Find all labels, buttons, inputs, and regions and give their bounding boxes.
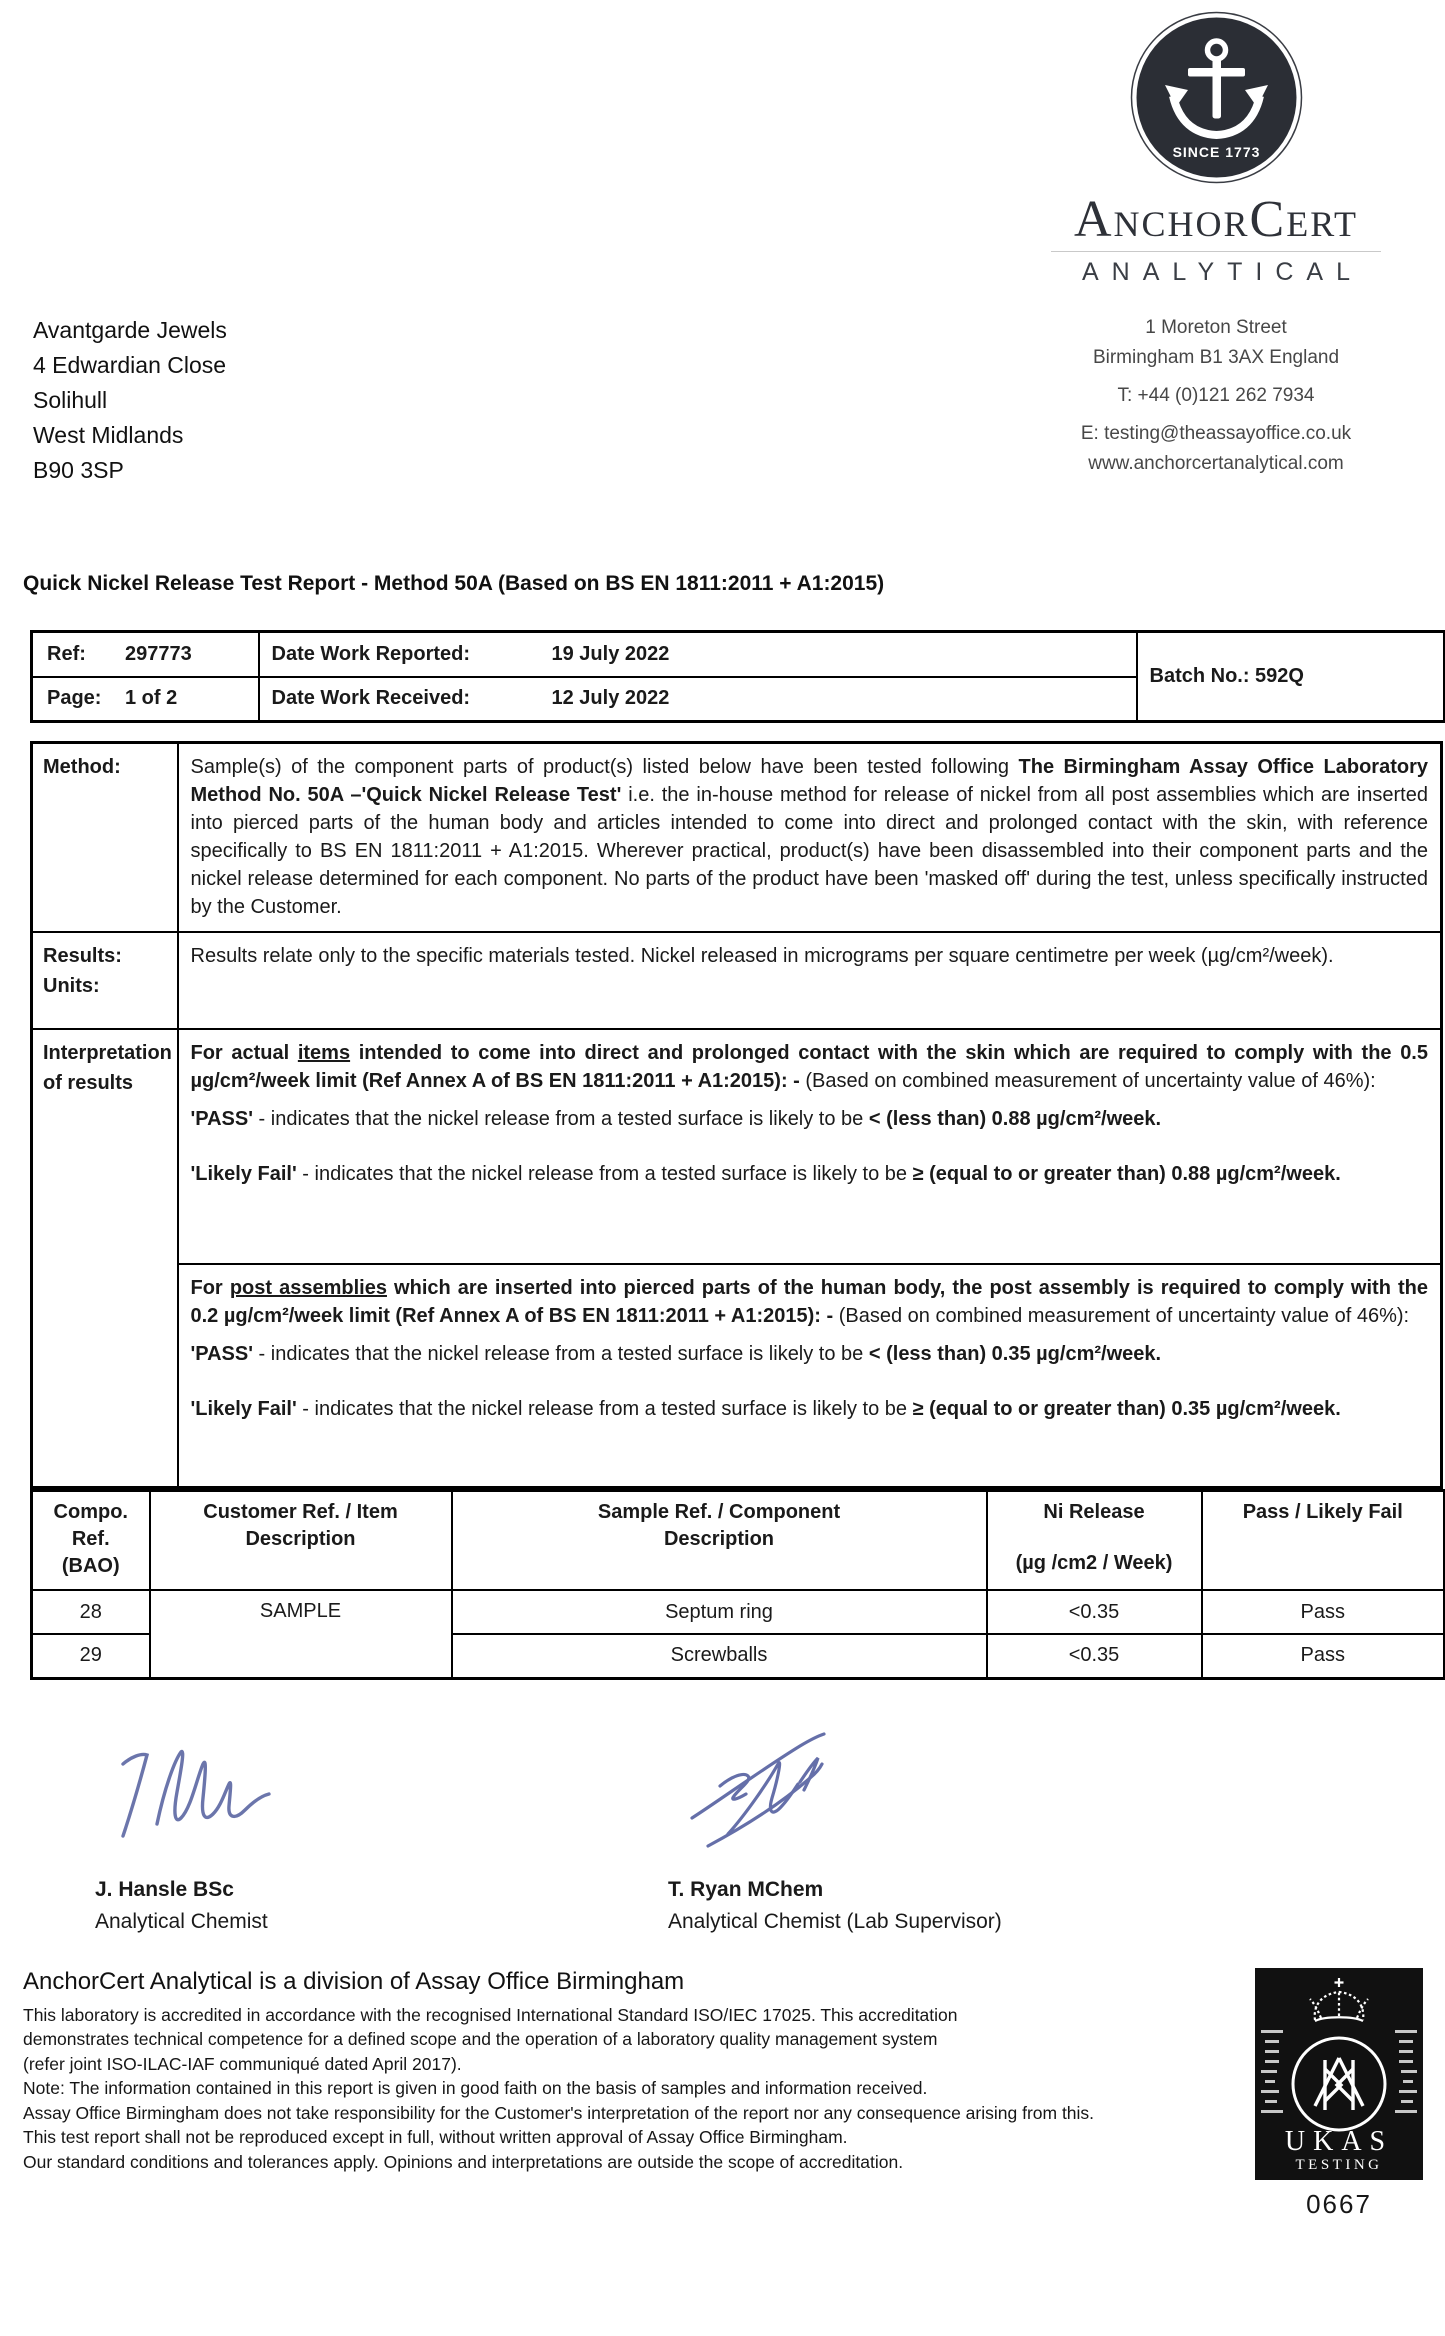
signature-tryan-icon — [666, 1720, 896, 1870]
batch-cell: Batch No.: 592Q — [1137, 632, 1445, 722]
customer-ref-value: SAMPLE — [150, 1590, 452, 1678]
customer-address-line: West Midlands — [33, 422, 184, 448]
footer-heading: AnchorCert Analytical is a division of Assay Office Birmingham — [23, 1967, 685, 1995]
interpretation-posts-fail: 'Likely Fail' - indicates that the nickel release from a tested surface is likely to be ≥ (equal to or greater than) 0.35 µg/cm²/week. — [190, 1398, 1341, 1420]
footer-line: This test report shall not be reproduced except in full, without written approval of Assay Office Birmingham. — [23, 2127, 848, 2148]
brand-name: AnchorCert — [1073, 191, 1359, 248]
page-cell — [32, 677, 259, 722]
signatures-row — [65, 1720, 1445, 1938]
customer-address — [33, 313, 227, 488]
customer-address-line: Solihull — [33, 387, 108, 413]
ref-label: Ref: — [47, 642, 86, 665]
ukas-number: 0667 — [1306, 2188, 1372, 2219]
ukas-testing-icon — [1255, 1968, 1423, 2180]
interpretation-row-1 — [32, 1029, 1442, 1264]
method-label: Method: — [32, 743, 178, 933]
compo-ref-value: 28 — [32, 1590, 150, 1634]
header-compo-ref: Compo. Ref. (BAO) — [32, 1490, 150, 1590]
page-label: Page: — [47, 687, 102, 710]
signatory-name: J. Hansle BSc — [95, 1877, 234, 1901]
report-meta-table — [30, 630, 1445, 723]
ukas-accreditation — [1255, 1968, 1423, 2220]
lab-address-line: Birmingham B1 3AX England — [1092, 347, 1340, 368]
table-row — [32, 1590, 1445, 1634]
ukas-text: UKAS — [1284, 2125, 1394, 2157]
ukas-testing-text: TESTING — [1295, 2156, 1383, 2173]
brand-divider — [1051, 251, 1381, 252]
date-received-label: Date Work Received: — [271, 687, 471, 710]
method-text-cell — [178, 743, 1442, 933]
results-units-label: Results: Units: — [32, 932, 178, 1029]
customer-address-line: B90 3SP — [33, 457, 124, 483]
footer-line: (refer joint ISO-ILAC-IAF communiqué dated April 2017). — [23, 2053, 462, 2074]
footer-disclaimer — [23, 2003, 1248, 2175]
footer-line: This laboratory is accredited in accordance with the recognised International Standard ISO/IEC 17025. This accreditation — [23, 2004, 958, 2025]
anchorcert-logo — [1031, 10, 1401, 287]
footer — [23, 1967, 1445, 2219]
signature-right — [638, 1720, 1002, 1938]
signature-jhansle-icon — [93, 1720, 323, 1870]
date-reported-cell — [259, 632, 1137, 677]
pass-fail-value: Pass — [1202, 1590, 1445, 1634]
brand-subtitle: ANALYTICAL — [1082, 258, 1363, 286]
signatory-role: Analytical Chemist — [95, 1909, 268, 1933]
interpretation-posts-block — [178, 1264, 1442, 1487]
lab-email: E: testing@theassayoffice.co.uk — [1080, 423, 1352, 444]
method-row — [32, 743, 1442, 933]
footer-line: Our standard conditions and tolerances apply. Opinions and interpretations are outside the scope of accreditation. — [23, 2152, 904, 2173]
address-row — [0, 313, 1445, 488]
interpretation-posts-pass: 'PASS' - indicates that the nickel release from a tested surface is likely to be < (less than) 0.35 µg/cm²/week. — [190, 1343, 1162, 1365]
date-reported-value: 19 July 2022 — [551, 642, 670, 665]
ni-release-value: <0.35 — [987, 1590, 1202, 1634]
interpretation-items-pass: 'PASS' - indicates that the nickel release from a tested surface is likely to be < (less than) 0.88 µg/cm²/week. — [190, 1108, 1162, 1130]
interpretation-items-intro: For actual items intended to come into direct and prolonged contact with the skin which are required to comply with the 0.5 µg/cm²/week limit (Ref Annex A of BS EN 1811:2011 + A1:2015): - (Based on combined measurement of uncertainty value of 46%): — [190, 1042, 1428, 1092]
ni-release-value: <0.35 — [987, 1634, 1202, 1678]
lab-phone: T: +44 (0)121 262 7934 — [1117, 385, 1315, 406]
header-ni-release: Ni Release (µg /cm2 / Week) — [987, 1490, 1202, 1590]
pass-fail-value: Pass — [1202, 1634, 1445, 1678]
method-results-table — [30, 741, 1443, 1489]
method-text: Sample(s) of the component parts of product(s) listed below have been tested following The Birmingham Assay Office Laboratory Method No. 50A –'Quick Nickel Release Test' i.e. the in-house method for release of nickel from all post assemblies which are inserted into pierced parts of the human body and articles intended to come into direct and prolonged contact with the skin, with reference specifically to BS EN 1811:2011 + A1:2015. Wherever practical, product(s) have been disassembled into their component parts and the nickel release determined for each component. No parts of the product have been 'masked off' during the test, unless specifically instructed by the Customer. — [190, 756, 1428, 918]
footer-line: Note: The information contained in this report is given in good faith on the basis of samples and information received. — [23, 2078, 928, 2099]
footer-line: Assay Office Birmingham does not take responsibility for the Customer's interpretation of the report nor any consequence arising from this. — [23, 2102, 1095, 2123]
lab-address — [1031, 313, 1401, 488]
interpretation-posts-intro: For post assemblies which are inserted into pierced parts of the human body, the post assembly is required to comply with the 0.2 µg/cm²/week limit (Ref Annex A of BS EN 1811:2011 + A1:2015): - (Based on combined measurement of uncertainty value of 46%): — [190, 1277, 1429, 1327]
sample-ref-value: Screwballs — [452, 1634, 987, 1678]
date-received-value: 12 July 2022 — [551, 687, 670, 710]
report-page — [0, 10, 1445, 2336]
customer-address-line: Avantgarde Jewels — [33, 317, 227, 343]
ref-cell — [32, 632, 259, 677]
signatory-name: T. Ryan MChem — [668, 1877, 824, 1901]
report-title: Quick Nickel Release Test Report - Method 50A (Based on BS EN 1811:2011 + A1:2015) — [23, 572, 885, 595]
signatory-role: Analytical Chemist (Lab Supervisor) — [668, 1909, 1002, 1933]
results-units-row — [32, 932, 1442, 1029]
lab-address-line: 1 Moreton Street — [1145, 317, 1287, 338]
page-value: 1 of 2 — [125, 687, 178, 710]
interpretation-label: Interpretation of results — [32, 1029, 178, 1487]
header-customer-ref: Customer Ref. / Item Description — [150, 1490, 452, 1590]
date-reported-label: Date Work Reported: — [271, 642, 471, 665]
customer-address-line: 4 Edwardian Close — [33, 352, 227, 378]
lab-website: www.anchorcertanalytical.com — [1088, 453, 1344, 474]
signature-left — [65, 1720, 323, 1938]
interpretation-row-2 — [32, 1264, 1442, 1487]
results-table — [30, 1489, 1445, 1680]
anchor-icon — [1129, 10, 1304, 185]
ref-value: 297773 — [125, 642, 192, 665]
date-received-cell — [259, 677, 1137, 722]
sample-ref-value: Septum ring — [452, 1590, 987, 1634]
footer-line: demonstrates technical competence for a defined scope and the operation of a laboratory quality management system — [23, 2029, 938, 2050]
compo-ref-value: 29 — [32, 1634, 150, 1678]
meta-row-1 — [32, 632, 1445, 677]
logo-since-text: SINCE 1773 — [1172, 144, 1260, 160]
header-pass-fail: Pass / Likely Fail — [1202, 1490, 1445, 1590]
results-text: Results relate only to the specific materials tested. Nickel released in micrograms per square centimetre per week (µg/cm²/week). — [178, 932, 1442, 1029]
header-sample-ref: Sample Ref. / Component Description — [452, 1490, 987, 1590]
interpretation-items-block — [178, 1029, 1442, 1264]
interpretation-items-fail: 'Likely Fail' - indicates that the nickel release from a tested surface is likely to be ≥ (equal to or greater than) 0.88 µg/cm²/week. — [190, 1163, 1341, 1185]
results-table-header — [32, 1490, 1445, 1590]
